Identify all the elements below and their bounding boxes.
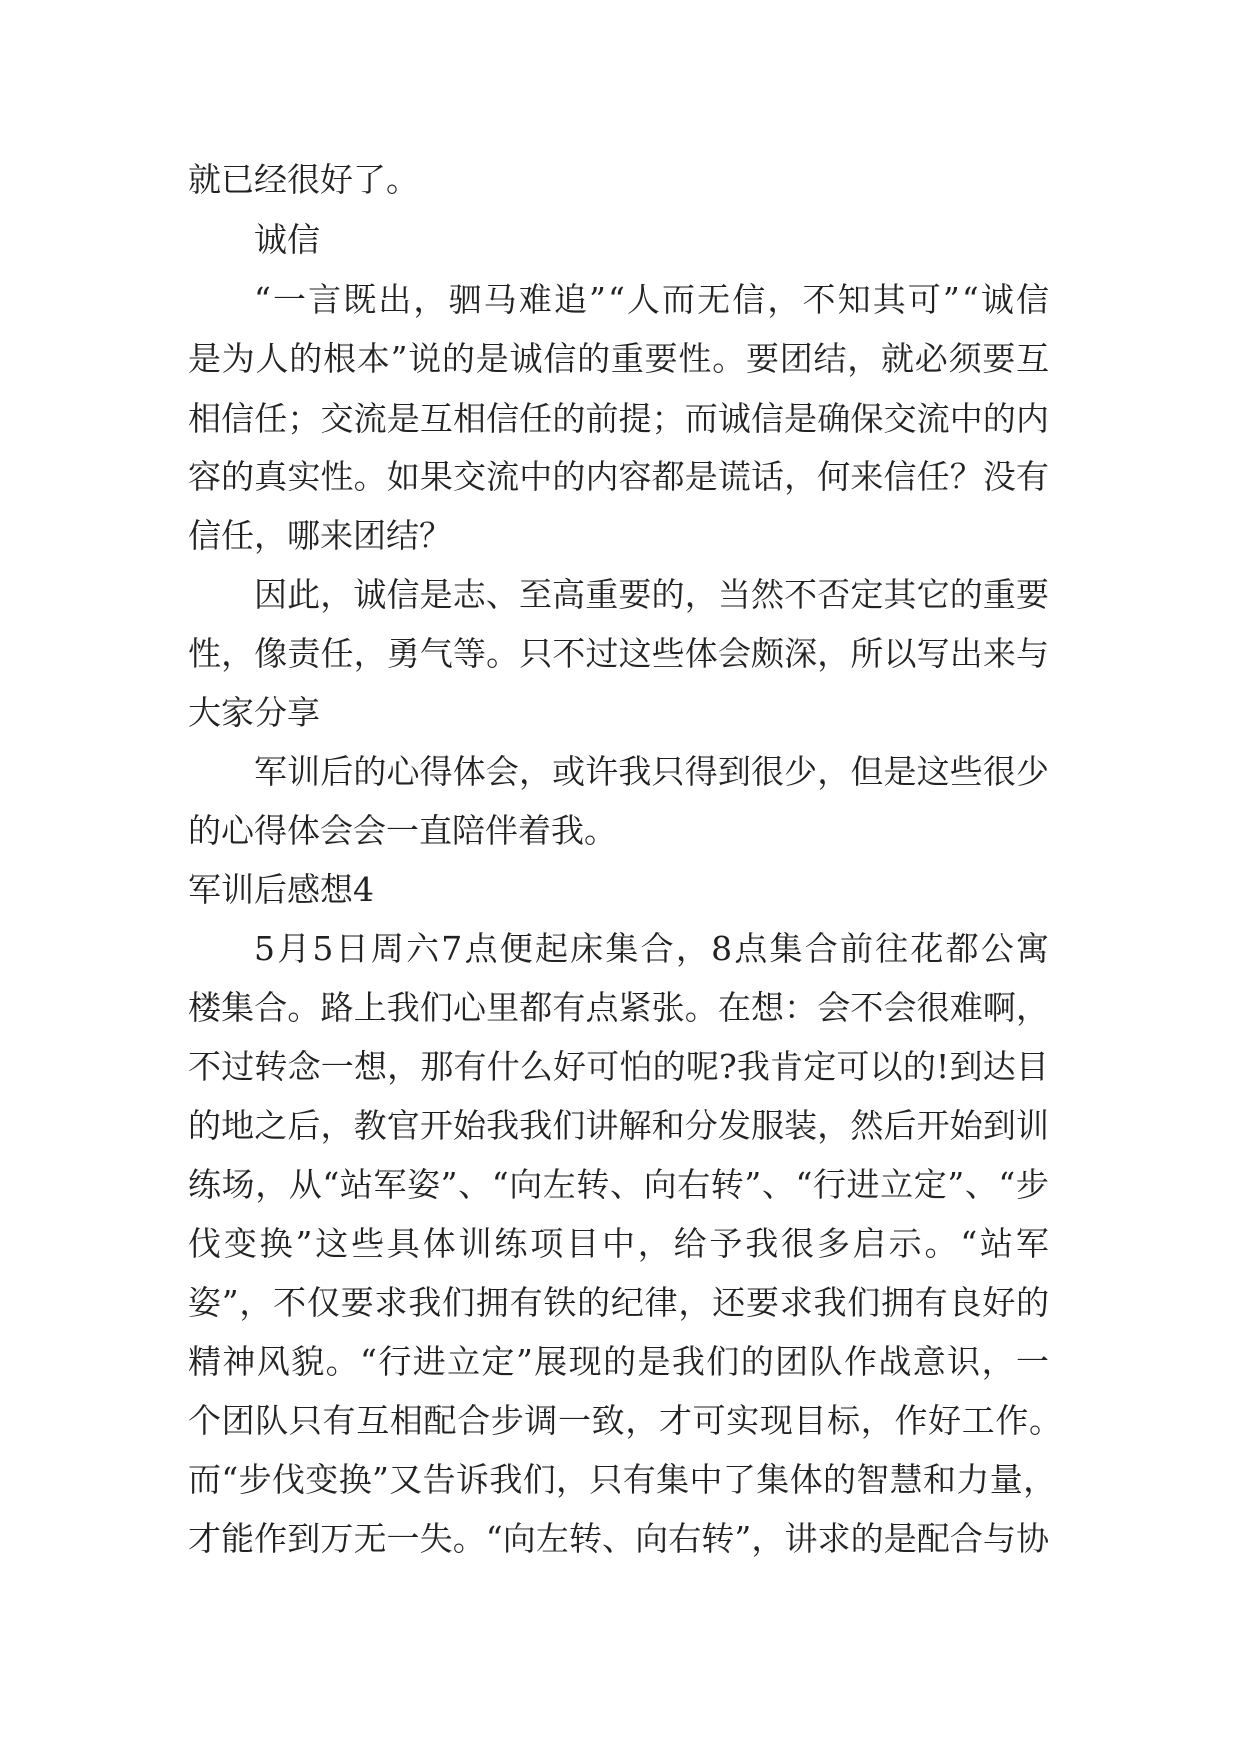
text-line: 而“步伐变换”又告诉我们，只有集中了集体的智慧和力量， xyxy=(188,1460,1057,1499)
text-line: 姿”，不仅要求我们拥有铁的纪律，还要求我们拥有良好的 xyxy=(188,1283,1050,1322)
text-line: 因此，诚信是志、至高重要的，当然不否定其它的重要 xyxy=(254,575,1050,614)
text-line: 5月5日周六7点便起床集合，8点集合前往花都公寓 xyxy=(254,929,1052,968)
text-line: 练场，从“站军姿”、“向左转、向右转”、“行进立定”、“步 xyxy=(188,1165,1050,1204)
text-line: 个团队只有互相配合步调一致，才可实现目标，作好工作。 xyxy=(188,1401,1063,1440)
text-line: 信任，哪来团结？ xyxy=(188,516,452,555)
text-line: 就已经很好了。 xyxy=(188,160,419,199)
text-line: 精神风貌。“行进立定”展现的是我们的团队作战意识，一 xyxy=(188,1342,1051,1381)
text-line: 军训后的心得体会，或许我只得到很少，但是这些很少 xyxy=(254,752,1050,791)
text-line: 是为人的根本”说的是诚信的重要性。要团结，就必须要互 xyxy=(188,339,1050,378)
text-line: 才能作到万无一失。“向左转、向右转”，讲求的是配合与协 xyxy=(188,1519,1050,1558)
text-line: 伐变换”这些具体训练项目中，给予我很多启示。“站军 xyxy=(188,1224,1052,1263)
text-line: 楼集合。路上我们心里都有点紧张。在想：会不会很难啊， xyxy=(188,988,1050,1027)
text-line: 性，像责任，勇气等。只不过这些体会颇深，所以写出来与 xyxy=(188,634,1050,673)
section-heading-reflection-4: 军训后感想4 xyxy=(188,870,374,909)
text-line: 大家分享 xyxy=(188,693,320,732)
text-line: 的心得体会会一直陪伴着我。 xyxy=(188,811,617,850)
text-line: 相信任；交流是互相信任的前提；而诚信是确保交流中的内 xyxy=(188,399,1050,438)
text-line: “一言既出，驷马难追”“人而无信，不知其可”“诚信 xyxy=(254,280,1052,319)
section-heading-integrity: 诚信 xyxy=(254,220,320,259)
text-line: 不过转念一想，那有什么好可怕的呢?我肯定可以的!到达目 xyxy=(188,1047,1050,1086)
text-line: 的地之后，教官开始我我们讲解和分发服装，然后开始到训 xyxy=(188,1106,1050,1145)
text-line: 容的真实性。如果交流中的内容都是谎话，何来信任？没有 xyxy=(188,457,1050,496)
